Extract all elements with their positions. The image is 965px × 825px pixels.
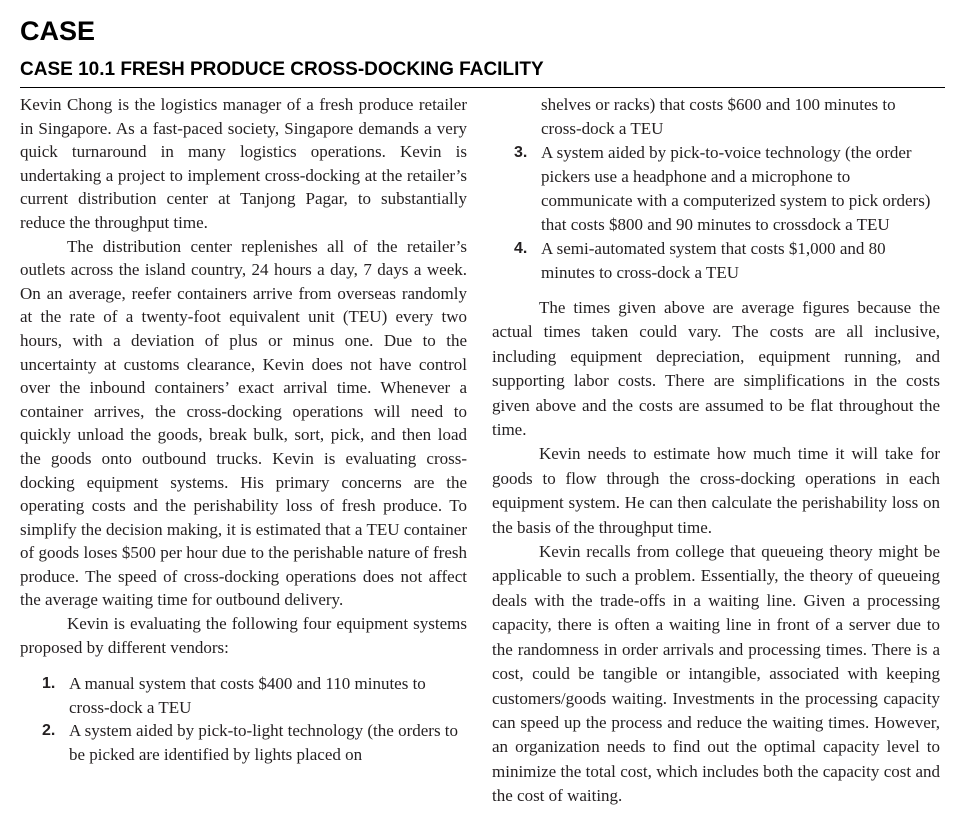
title-rule (20, 87, 945, 88)
list-item-number: 1. (42, 675, 56, 693)
list-item-text: A system aided by pick-to-light technology (the orders to be picked are identified by lights placed on (69, 721, 459, 765)
left-column (20, 93, 467, 825)
list-item (20, 719, 467, 766)
paragraph-equipment-intro: Kevin is evaluating the following four equipment systems proposed by different vendors: (20, 614, 467, 657)
list-item-number: 4. (514, 240, 528, 257)
case-title: CASE 10.1 FRESH PRODUCE CROSS-DOCKING FACILITY (20, 59, 544, 80)
paragraph-estimate-time: Kevin needs to estimate how much time it will take for goods to flow through the cross-docking operations in each equipment system. He can then calculate the perishability loss on the basis of the throughput time. (492, 444, 940, 537)
list-item-number: 2. (42, 722, 56, 740)
equipment-list-continued (492, 93, 940, 285)
list-item (20, 672, 467, 719)
list-item-number: 3. (514, 144, 528, 161)
equipment-list (20, 672, 467, 766)
paragraph-intro: Kevin Chong is the logistics manager of a fresh produce retailer in Singapore. As a fast-paced society, Singapore demands a very quick turnaround in many logistics operations. Kevin is undertaking a project to implement cross-docking at the retailer’s current distribution center at Tanjong Pagar, to substantially reduce the throughput time. (20, 95, 467, 232)
list-item (492, 237, 940, 285)
right-column (492, 93, 940, 825)
section-kicker: CASE (20, 16, 96, 46)
paragraph-distribution-center: The distribution center replenishes all of the retailer’s outlets across the island country, 24 hours a day, 7 days a week. On an average, reefer containers arrive from overseas randomly at the rate of a twenty-foot equivalent unit (TEU) every two hours, with a deviation of plus or minus one. Due to the uncertainty at customs clearance, Kevin does not have control over the inbound containers’ exact arrival time. Whenever a container arrives, the cross-docking operations will need to quickly unload the goods, break bulk, sort, pick, and then load the goods onto outbound trucks. Kevin is evaluating cross-docking equipment systems. His primary concerns are the operating costs and the perishability loss of fresh produce. To simplify the decision making, it is estimated that a TEU container of goods loses $500 per hour due to the perishable nature of fresh produce. The speed of cross-docking operations does not affect the average waiting time for outbound delivery. (20, 236, 467, 610)
paragraph-queueing-theory: Kevin recalls from college that queueing theory might be applicable to such a problem. Essentially, the theory of queueing deals with the trade-offs in a waiting line. Given a processing capacity, there is often a waiting line in front of a server due to the randomness in order arrivals and processing times. There is a cost, could be tangible or intangible, associated with keeping customers/goods waiting. Investments in the processing capacity can speed up the process and reduce the waiting times. However, an organization needs to find out the optimal capacity level to minimize the total cost, which includes both the capacity cost and the cost of waiting. (492, 542, 940, 806)
list-item (492, 141, 940, 237)
list-item-text: shelves or racks) that costs $600 and 100 minutes to cross-dock a TEU (541, 95, 896, 138)
paragraph-average-figures: The times given above are average figures because the actual times taken could vary. The costs are all inclusive, including equipment depreciation, equipment running, and supporting labor costs. There are simplifications in the costs given above and the costs are assumed to be flat throughout the time. (492, 298, 940, 440)
list-item-text: A manual system that costs $400 and 110 minutes to cross-dock a TEU (69, 674, 426, 717)
list-item-text: A system aided by pick-to-voice technology (the order pickers use a headphone and a microphone to communicate with a computerized system to pick orders) that costs $800 and 90 minutes to crossdock a TEU (541, 143, 931, 234)
list-item-text: A semi-automated system that costs $1,000 and 80 minutes to cross-dock a TEU (541, 239, 886, 282)
list-item-continuation (492, 93, 940, 141)
